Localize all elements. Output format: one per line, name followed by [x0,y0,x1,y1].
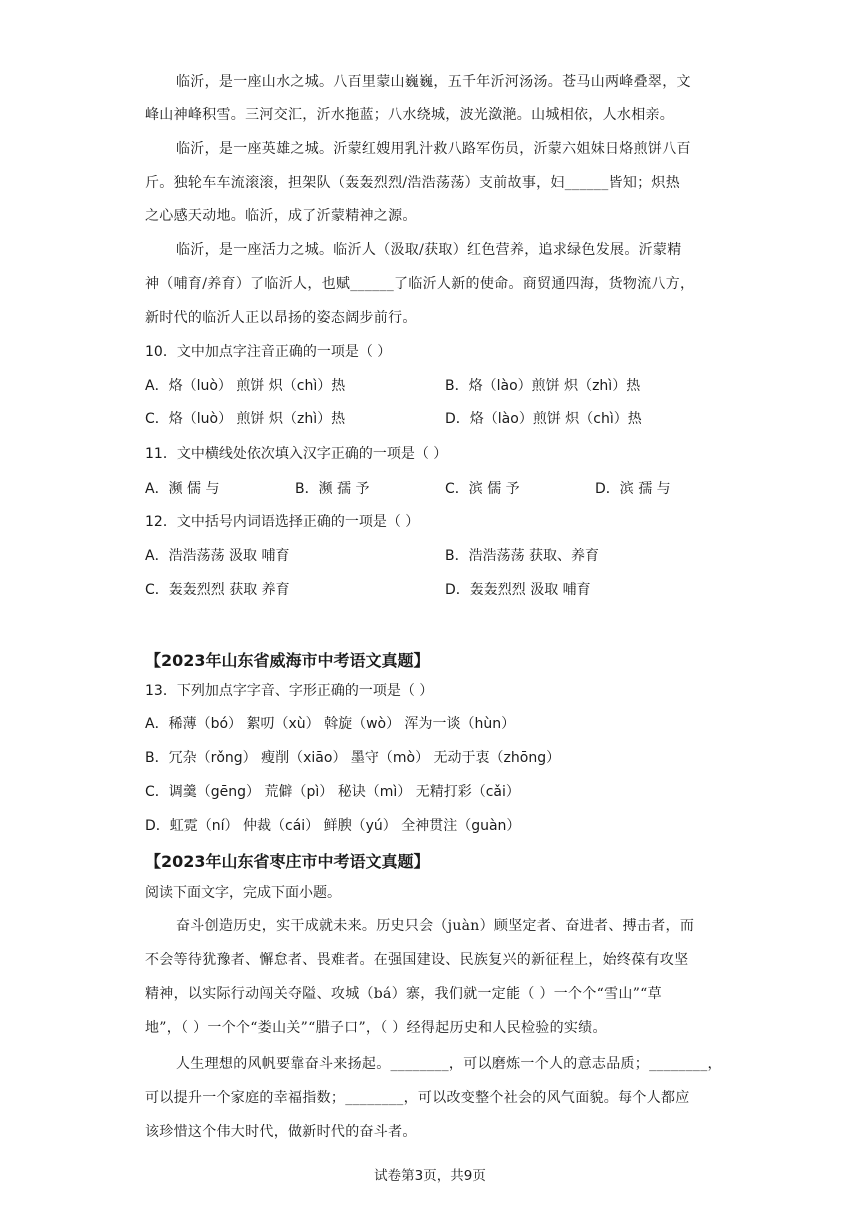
q11-option-a[interactable]: A．濒 儒 与 [145,481,220,497]
question-12-stem: 12．文中括号内词语选择正确的一项是（ ） [145,514,420,530]
q12-option-c[interactable]: C．轰轰烈烈 获取 养育 [145,582,290,598]
q13-option-c[interactable]: C．调羹（gēng） 荒僻（pì） 秘诀（mì） 无精打彩（cǎi） [145,784,520,800]
q13-option-b[interactable]: B．冗杂（rǒng） 瘦削（xiāo） 墨守（mò） 无动于衷（zhōng） [145,750,561,766]
q11-option-b[interactable]: B．濒 孺 予 [295,481,370,497]
passage-line: 峰山神峰积雪。三河交汇，沂水拖蓝；八水绕城，波光潋滟。山城相依，人水相亲。 [145,107,675,123]
q13-option-a[interactable]: A．稀薄（bó） 絮叨（xù） 斡旋（wò） 浑为一谈（hùn） [145,716,516,732]
q13-option-d[interactable]: D．虹霓（ní） 仲裁（cái） 鲜腴（yú） 全神贯注（guàn） [145,818,521,834]
section-heading-weihai: 【2023年山东省威海市中考语文真题】 [145,651,430,670]
passage-line: 该珍惜这个伟大时代，做新时代的奋斗者。 [145,1124,417,1140]
q12-option-a[interactable]: A．浩浩荡荡 汲取 哺育 [145,548,290,564]
passage-line: 神（哺育/养育）了临沂人，也赋______了临沂人新的使命。商贸通四海，货物流八方， [145,276,695,292]
page-footer: 试卷第3页，共9页 [374,1168,486,1184]
q12-option-d[interactable]: D．轰轰烈烈 汲取 哺育 [445,582,591,598]
passage-line: 临沂，是一座山水之城。八百里蒙山巍巍，五千年沂河汤汤。苍马山两峰叠翠，文 [176,74,691,90]
passage-line: 临沂，是一座英雄之城。沂蒙红嫂用乳汁救八路军伤员，沂蒙六姐妹日烙煎饼八百 [176,141,691,157]
question-11-stem: 11．文中横线处依次填入汉字正确的一项是（ ） [145,446,448,462]
passage-line: 可以提升一个家庭的幸福指数；________，可以改变整个社会的风气面貌。每个人都应 [145,1090,690,1106]
q10-option-b[interactable]: B．烙（lào）煎饼 炽（zhì）热 [445,378,641,394]
passage-line: 临沂，是一座活力之城。临沂人（汲取/获取）红色营养，追求绿色发展。沂蒙精 [176,242,682,258]
question-13-stem: 13．下列加点字字音、字形正确的一项是（ ） [145,683,434,699]
q10-option-a[interactable]: A．烙（luò） 煎饼 炽（chì）热 [145,378,346,394]
passage-line: 奋斗创造历史，实干成就未来。历史只会（juàn）顾坚定者、奋进者、搏击者，而 [176,918,695,934]
passage-line: 新时代的临沂人正以昂扬的姿态阔步前行。 [145,310,417,326]
q10-option-d[interactable]: D．烙（lào）煎饼 炽（chì）热 [445,411,642,427]
section-heading-zaozhuang: 【2023年山东省枣庄市中考语文真题】 [145,852,430,871]
question-10-stem: 10．文中加点字注音正确的一项是（ ） [145,344,392,360]
passage-line: 之心感天动地。临沂，成了沂蒙精神之源。 [145,208,417,224]
q12-option-b[interactable]: B．浩浩荡荡 获取、养育 [445,548,600,564]
q11-option-c[interactable]: C．滨 儒 予 [445,481,520,497]
q11-option-d[interactable]: D．滨 孺 与 [595,481,671,497]
passage-line: 不会等待犹豫者、懈怠者、畏难者。在强国建设、民族复兴的新征程上，始终葆有攻坚 [145,952,689,968]
passage-line: 地”，（ ）一个个“娄山关”“腊子口”，（ ）经得起历史和人民检验的实绩。 [145,1020,607,1036]
passage-line: 精神，以实际行动闯关夺隘、攻城（bá）寨，我们就一定能（ ）一个个“雪山”“草 [145,986,662,1002]
q10-option-c[interactable]: C．烙（luò） 煎饼 炽（zhì）热 [145,411,346,427]
passage-line: 斤。独轮车车流滚滚，担架队（轰轰烈烈/浩浩荡荡）支前故事，妇______皆知；炽热 [145,175,681,191]
passage-line: 人生理想的风帆要靠奋斗来扬起。________，可以磨炼一个人的意志品质；________， [176,1056,722,1072]
reading-instruction: 阅读下面文字，完成下面小题。 [145,885,341,901]
